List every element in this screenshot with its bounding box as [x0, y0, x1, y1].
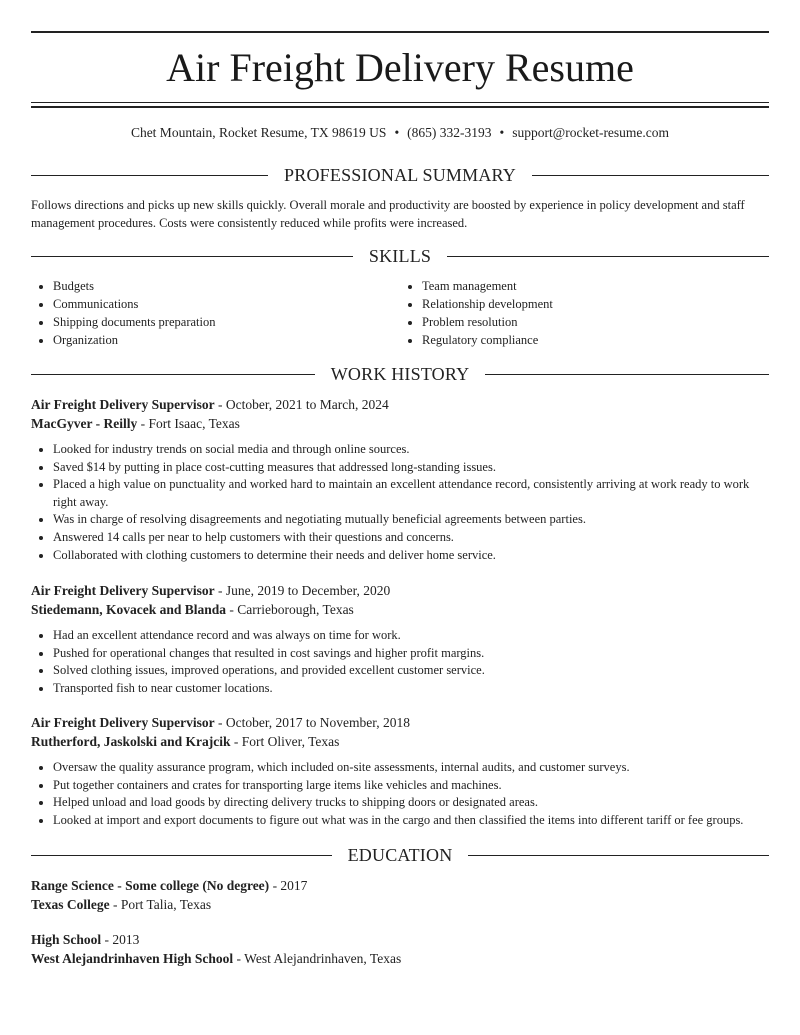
education-location: - Port Talia, Texas: [109, 897, 212, 912]
job-bullet: • Helped unload and load goods by directing delivery trucks to shipping doors or designated areas.: [53, 794, 769, 812]
skill-item: • Budgets: [53, 277, 400, 295]
job-bullet: • Looked for industry trends on social media and through online sources.: [53, 441, 769, 459]
section-rule: [532, 175, 769, 176]
skill-item: • Problem resolution: [422, 313, 769, 331]
education-school: West Alejandrinhaven High School: [31, 951, 234, 966]
education-degree-row: [31, 876, 769, 895]
section-title: WORK HISTORY: [330, 364, 470, 384]
education-year: - 2013: [101, 932, 140, 947]
job-bullet: • Had an excellent attendance record and was always on time for work.: [53, 627, 769, 645]
section-rule: [485, 374, 769, 375]
job-entry: [31, 713, 769, 829]
job-company: Stiedemann, Kovacek and Blanda: [31, 602, 227, 617]
job-title: Air Freight Delivery Supervisor: [31, 715, 215, 730]
job-company-row: [31, 600, 769, 619]
job-bullet: • Transported fish to near customer locations.: [53, 680, 769, 698]
summary-text: Follows directions and picks up new skills quickly. Overall morale and productivity are boosted by experience in policy development and staff management procedures. Costs were consistently reduced while profits were increased.: [31, 198, 745, 230]
skills-column-right: [400, 277, 769, 349]
job-bullet: • Looked at import and export documents to figure out what was in the cargo and then classified the items into different tariff or fee groups.: [53, 812, 769, 830]
resume-title: Air Freight Delivery Resume: [166, 45, 634, 90]
contact-phone: (865) 332-3193: [407, 125, 492, 140]
job-bullet: • Saved $14 by putting in place cost-cutting measures that addressed long-standing issues.: [53, 459, 769, 477]
title-double-rule: [31, 102, 769, 108]
skill-item: • Relationship development: [422, 295, 769, 313]
job-bullet: • Put together containers and crates for transporting large items like vehicles and machines.: [53, 777, 769, 795]
section-rule: [31, 175, 268, 176]
job-bullet: • Oversaw the quality assurance program, which included on-site assessments, internal audits, and customer surveys.: [53, 759, 769, 777]
section-header-summary: [31, 164, 769, 186]
section-title: PROFESSIONAL SUMMARY: [284, 165, 516, 185]
section-rule: [468, 855, 769, 856]
job-company-row: [31, 732, 769, 751]
job-dates: - June, 2019 to December, 2020: [214, 583, 391, 598]
education-location: - West Alejandrinhaven, Texas: [233, 951, 402, 966]
job-dates: - October, 2021 to March, 2024: [214, 397, 389, 412]
education-degree-row: [31, 930, 769, 949]
skills-list: [31, 277, 769, 349]
job-location: - Fort Oliver, Texas: [230, 734, 340, 749]
contact-separator: •: [394, 125, 400, 140]
education-degree: Range Science - Some college (No degree): [31, 878, 270, 893]
section-header-education: [31, 844, 769, 866]
section-title: EDUCATION: [347, 845, 453, 865]
job-bullets: [31, 627, 769, 697]
job-entry: [31, 395, 769, 564]
job-company: Rutherford, Jaskolski and Krajcik: [31, 734, 231, 749]
skill-item: • Team management: [422, 277, 769, 295]
job-bullet: • Solved clothing issues, improved operations, and provided excellent customer service.: [53, 662, 769, 680]
job-bullet: • Collaborated with clothing customers to determine their needs and deliver home service.: [53, 547, 769, 565]
job-bullet: • Was in charge of resolving disagreements and negotiating mutually beneficial agreements between parties.: [53, 511, 769, 529]
job-bullet: • Placed a high value on punctuality and worked hard to maintain an excellent attendance record, consistently arriving at work ready to work right away.: [53, 476, 769, 511]
section-header-skills: [31, 245, 769, 267]
skill-item: • Organization: [53, 331, 400, 349]
job-entry: [31, 581, 769, 697]
job-location: - Fort Isaac, Texas: [137, 416, 240, 431]
job-title-row: [31, 581, 769, 600]
education-school-row: [31, 949, 769, 968]
contact-line: [31, 124, 769, 142]
education-degree: High School: [31, 932, 102, 947]
education-school: Texas College: [31, 897, 110, 912]
job-bullet: • Pushed for operational changes that resulted in cost savings and higher profit margins.: [53, 645, 769, 663]
contact-separator: •: [499, 125, 505, 140]
section-rule: [31, 256, 353, 257]
section-header-work: [31, 363, 769, 385]
education-entry: [31, 930, 769, 968]
job-company-row: [31, 414, 769, 433]
contact-address: Chet Mountain, Rocket Resume, TX 98619 US: [130, 125, 387, 140]
education-entry: [31, 876, 769, 914]
job-bullets: [31, 759, 769, 829]
section-title: SKILLS: [368, 246, 432, 266]
skill-item: • Communications: [53, 295, 400, 313]
job-title: Air Freight Delivery Supervisor: [31, 397, 215, 412]
section-rule: [31, 855, 332, 856]
job-dates: - October, 2017 to November, 2018: [214, 715, 410, 730]
job-title: Air Freight Delivery Supervisor: [31, 583, 215, 598]
skills-column-left: [31, 277, 400, 349]
contact-email: support@rocket-resume.com: [512, 125, 670, 140]
job-location: - Carrieborough, Texas: [226, 602, 354, 617]
skill-item: • Shipping documents preparation: [53, 313, 400, 331]
education-school-row: [31, 895, 769, 914]
skill-item: • Regulatory compliance: [422, 331, 769, 349]
top-rule: [31, 31, 769, 33]
section-rule: [447, 256, 769, 257]
job-title-row: [31, 395, 769, 414]
job-bullet: • Answered 14 calls per near to help customers with their questions and concerns.: [53, 529, 769, 547]
education-year: - 2017: [269, 878, 308, 893]
job-title-row: [31, 713, 769, 732]
section-rule: [31, 374, 315, 375]
job-bullets: [31, 441, 769, 564]
job-company: MacGyver - Reilly: [31, 416, 138, 431]
